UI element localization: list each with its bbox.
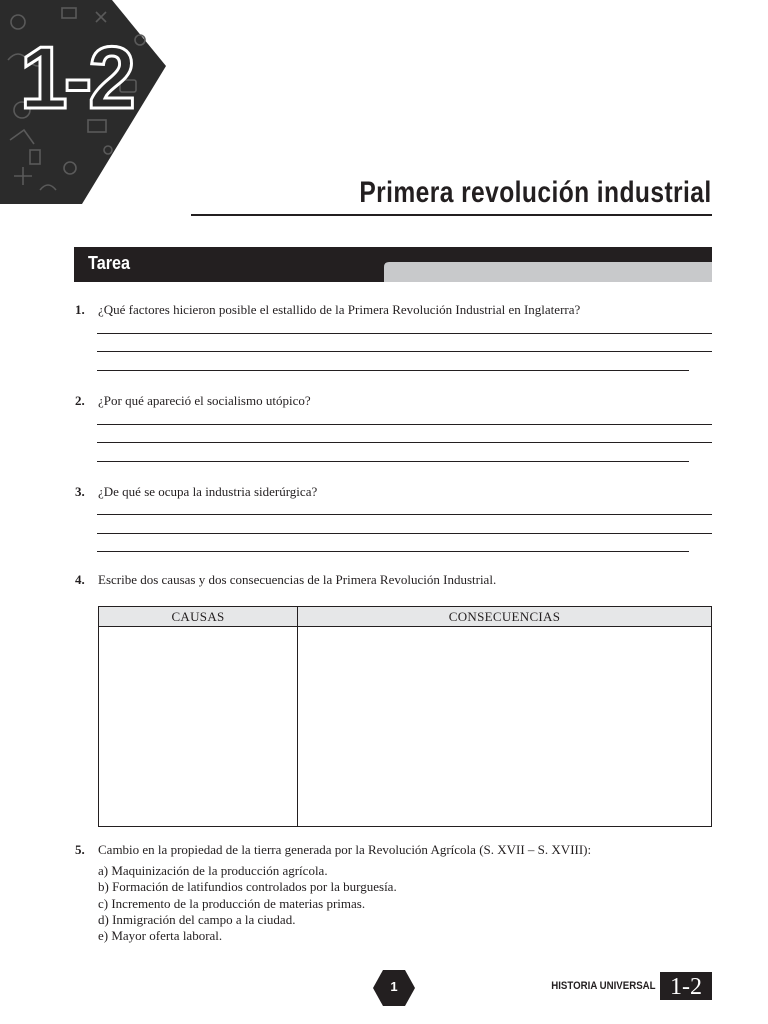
question-text: ¿Por qué apareció el socialismo utópico? [98, 393, 311, 408]
table-header-causas: CAUSAS [99, 607, 298, 627]
answer-line[interactable] [97, 370, 689, 371]
unit-code: 1-2 [20, 28, 134, 127]
footer-unit-badge: 1-2 [660, 972, 712, 1000]
question-text: ¿Qué factores hicieron posible el estallido de la Primera Revolución Industrial en Inglaterra? [98, 302, 581, 317]
option-d[interactable]: d) Inmigración del campo a la ciudad. [98, 911, 296, 927]
causes-consequences-table [98, 606, 712, 827]
question-text: Cambio en la propiedad de la tierra generada por la Revolución Agrícola (S. XVII – S. XVIII): [98, 842, 592, 857]
title-rule [191, 214, 712, 216]
answer-line[interactable] [97, 461, 689, 462]
section-label: Tarea [88, 253, 131, 273]
unit-corner-hexagon [0, 0, 166, 204]
answer-line[interactable] [97, 442, 712, 443]
page-title: Primera revolución industrial [359, 176, 712, 209]
footer-subject: HISTORIA UNIVERSAL [551, 980, 656, 992]
question-number: 1. [75, 302, 85, 317]
answer-line[interactable] [97, 351, 712, 352]
section-bar [74, 247, 712, 282]
answer-options [98, 863, 397, 944]
question-text: Escribe dos causas y dos consecuencias de la Primera Revolución Industrial. [98, 572, 497, 587]
answer-line[interactable] [97, 551, 689, 552]
answer-line[interactable] [97, 533, 712, 534]
question-number: 3. [75, 484, 85, 499]
causes-answer-cell[interactable] [99, 627, 298, 827]
question-number: 2. [75, 393, 85, 408]
answer-line[interactable] [97, 514, 712, 515]
answer-line[interactable] [97, 333, 712, 334]
question-number: 4. [75, 572, 85, 587]
consequences-answer-cell[interactable] [298, 627, 712, 827]
page-number: 1 [390, 979, 398, 994]
option-c[interactable]: c) Incremento de la producción de materias primas. [98, 895, 366, 911]
question-text: ¿De qué se ocupa la industria siderúrgica? [98, 484, 318, 499]
question-number: 5. [75, 842, 85, 857]
option-b[interactable]: b) Formación de latifundios controlados por la burguesía. [98, 879, 397, 895]
option-a[interactable]: a) Maquinización de la producción agrícola. [98, 863, 328, 878]
answer-line[interactable] [97, 424, 712, 425]
option-e[interactable]: e) Mayor oferta laboral. [98, 928, 223, 944]
table-header-consecuencias: CONSECUENCIAS [298, 607, 712, 627]
